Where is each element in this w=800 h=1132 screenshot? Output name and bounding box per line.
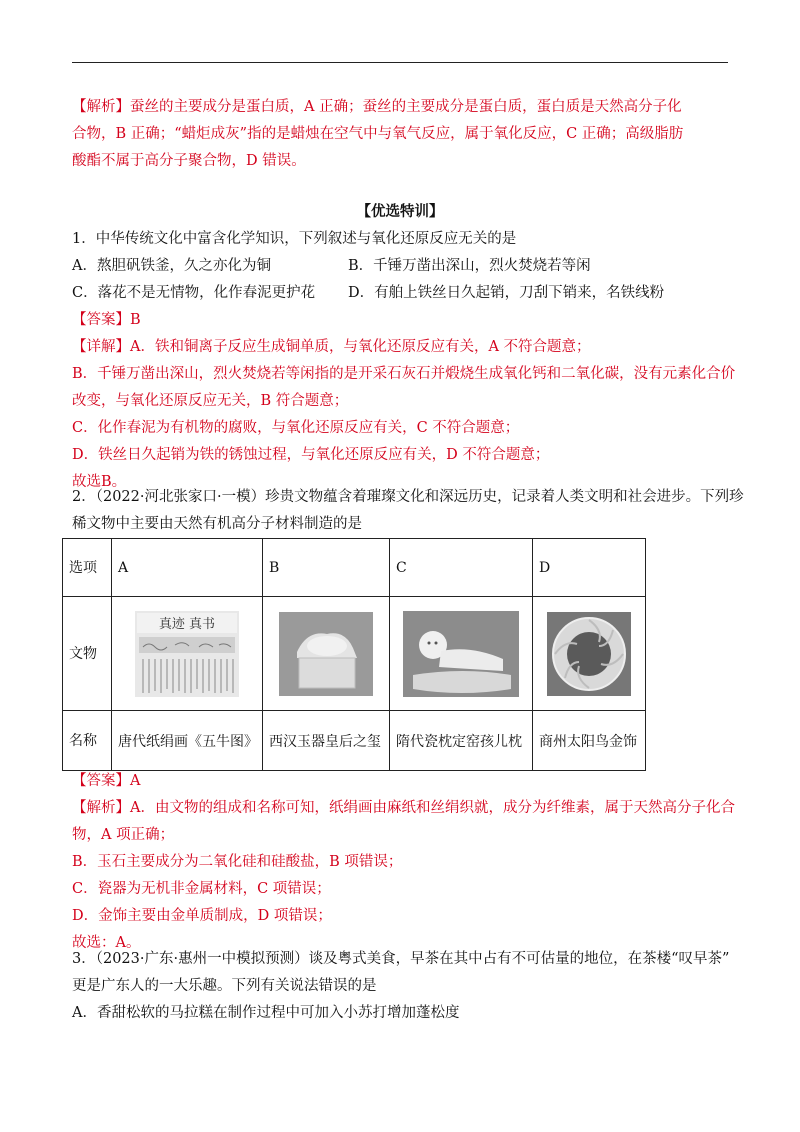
sun-bird-gold-image — [547, 612, 631, 696]
artifact-image-c — [390, 597, 533, 711]
top-analysis — [72, 94, 683, 175]
question-3 — [72, 946, 729, 1027]
q1-detail-b1: B．千锤万凿出深山，烈火焚烧若等闲指的是开采石灰石并煅烧生成氧化钙和二氧化碳，没有元素化合价 — [72, 366, 736, 382]
table-head-name: 名称 — [63, 711, 112, 771]
section-title: 【优选特训】 — [356, 203, 444, 220]
artifact-image-a — [112, 597, 263, 711]
q2-analysis-a1: A．由文物的组成和名称可知，纸绢画由麻纸和丝绢织就，成分为纤维素，属于天然高分子化合 — [130, 800, 735, 816]
svg-text:真迹 真书: 真迹 真书 — [158, 616, 216, 632]
artifact-name-d: 商州太阳鸟金饰 — [533, 711, 646, 771]
table-col-c: C — [390, 539, 533, 597]
table-head-option: 选项 — [63, 539, 112, 597]
porcelain-pillow-image — [403, 611, 519, 697]
q3-stem-1: 3．（2023·广东·惠州一中模拟预测）谈及粤式美食，早茶在其中占有不可估量的地位，在茶楼“叹早茶” — [72, 951, 730, 967]
table-col-b: B — [263, 539, 390, 597]
analysis-line-2: 合物，B 正确；“蜡炬成灰”指的是蜡烛在空气中与氧气反应，属于氧化反应，C 正确；高级脂肪 — [72, 126, 684, 142]
q1-detail-c: C．化作春泥为有机物的腐败，与氧化还原反应有关，C 不符合题意； — [72, 420, 520, 436]
q1-detail-d: D．铁丝日久起销为铁的锈蚀过程，与氧化还原反应有关，D 不符合题意； — [72, 447, 550, 463]
q1-detail-tag: 【详解】 — [72, 339, 130, 355]
artifact-name-b: 西汉玉器皇后之玺 — [263, 711, 390, 771]
q3-stem-2: 更是广东人的一大乐趣。下列有关说法错误的是 — [72, 978, 377, 994]
q2-solution — [72, 768, 735, 957]
analysis-tag: 【解析】 — [72, 99, 130, 115]
jade-seal-image — [279, 612, 373, 696]
q2-analysis-b: B．玉石主要成分为二氧化硅和硅酸盐，B 项错误； — [72, 854, 403, 870]
q2-stem-2: 稀文物中主要由天然有机高分子材料制造的是 — [72, 516, 362, 532]
q1-option-c: C．落花不是无情物，化作春泥更护花 — [72, 285, 316, 301]
artifact-image-b — [263, 597, 390, 711]
q1-option-b: B．千锤万凿出深山，烈火焚烧若等闲 — [348, 258, 591, 274]
table-col-a: A — [112, 539, 263, 597]
artifact-image-d — [533, 597, 646, 711]
q1-stem: 1．中华传统文化中富含化学知识，下列叙述与氧化还原反应无关的是 — [72, 231, 517, 247]
q1-option-d: D．有舶上铁丝日久起销，刀刮下销来，名铁线粉 — [348, 285, 665, 301]
q2-analysis-c: C．瓷器为无机非金属材料，C 项错误； — [72, 881, 331, 897]
q2-answer: 【答案】A — [72, 773, 141, 789]
analysis-line-3: 酸酯不属于高分子聚合物，D 错误。 — [72, 153, 306, 169]
q2-stem-1: 2．（2022·河北张家口·一模）珍贵文物蕴含着璀璨文化和深远历史，记录着人类文明和社会进步。下列珍 — [72, 489, 744, 505]
artifact-table — [62, 538, 646, 771]
q2-analysis-d: D．金饰主要由金单质制成，D 项错误； — [72, 908, 332, 924]
q1-detail-a: A．铁和铜离子反应生成铜单质，与氧化还原反应有关，A 不符合题意； — [130, 339, 591, 355]
q1-conclusion: 故选B。 — [72, 474, 127, 490]
q1-answer: 【答案】B — [72, 312, 141, 328]
q1-detail-b2: 改变，与氧化还原反应无关，B 符合题意； — [72, 393, 349, 409]
q2-analysis-a2: 物，A 项正确； — [72, 827, 175, 843]
painting-image — [135, 611, 239, 697]
q3-option-a: A．香甜松软的马拉糕在制作过程中可加入小苏打增加蓬松度 — [72, 1005, 460, 1021]
artifact-name-c: 隋代瓷枕定窑孩儿枕 — [390, 711, 533, 771]
question-2 — [72, 484, 744, 538]
header-rule — [72, 62, 728, 63]
q2-analysis-tag: 【解析】 — [72, 800, 130, 816]
table-col-d: D — [533, 539, 646, 597]
table-head-artifact: 文物 — [63, 597, 112, 711]
question-1 — [72, 226, 735, 496]
artifact-name-a: 唐代纸绢画《五牛图》 — [112, 711, 263, 771]
analysis-line-1: 蚕丝的主要成分是蛋白质，A 正确；蚕丝的主要成分是蛋白质，蛋白质是天然高分子化 — [130, 99, 682, 115]
q2-conclusion: 故选：A。 — [72, 935, 141, 951]
q1-option-a: A．熬胆矾铁釜，久之亦化为铜 — [72, 258, 271, 274]
